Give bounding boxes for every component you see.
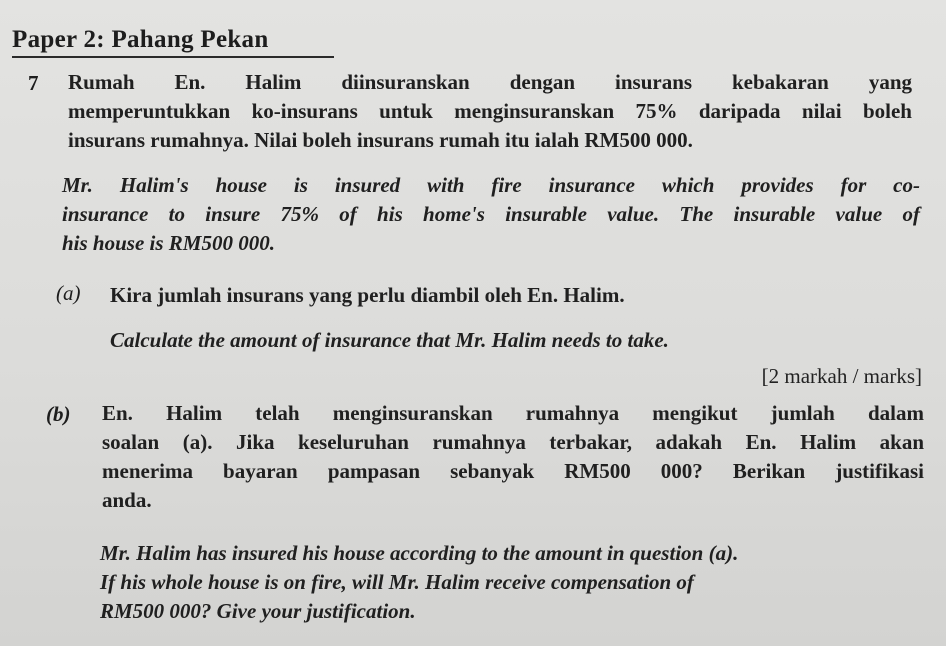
question-malay-line: insurans rumahnya. Nilai boleh insurans rumah itu ialah RM500 000. — [68, 128, 693, 152]
question-malay-line: Rumah En. Halim diinsuranskan dengan insurans kebakaran yang — [68, 70, 912, 94]
question-english-line: his house is RM500 000. — [62, 231, 275, 255]
part-b-english-line: RM500 000? Give your justification. — [100, 599, 416, 623]
part-b-malay-line: anda. — [102, 488, 152, 512]
part-b-english-line: Mr. Halim has insured his house according to the amount in question (a). — [100, 541, 739, 565]
part-b-malay-line: En. Halim telah menginsuranskan rumahnya mengikut jumlah dalam — [102, 401, 924, 425]
part-b-malay-line: soalan (a). Jika keseluruhan rumahnya terbakar, adakah En. Halim akan — [102, 430, 924, 454]
question-malay-text — [68, 68, 912, 155]
question-english-line: Mr. Halim's house is insured with fire insurance which provides for co- — [62, 173, 920, 197]
part-b-malay-text — [102, 399, 924, 515]
part-a-english-text: Calculate the amount of insurance that Mr. Halim needs to take. — [110, 328, 669, 352]
question-malay-line: memperuntukkan ko-insurans untuk menginsuranskan 75% daripada nilai boleh — [68, 99, 912, 123]
question-english-line: insurance to insure 75% of his home's insurable value. The insurable value of — [62, 202, 920, 226]
part-b-label: (b) — [46, 402, 71, 426]
question-number: 7 — [28, 71, 39, 95]
part-a-marks: [2 markah / marks] — [761, 364, 922, 388]
part-b-english-text — [100, 539, 924, 626]
paper-heading: Paper 2: Pahang Pekan — [12, 26, 269, 53]
heading-underline — [12, 56, 334, 58]
part-b-malay-line: menerima bayaran pampasan sebanyak RM500 000? Berikan justifikasi — [102, 459, 924, 483]
question-english-text — [62, 171, 920, 258]
part-a-malay-text: Kira jumlah insurans yang perlu diambil oleh En. Halim. — [110, 283, 625, 307]
part-b-english-line: If his whole house is on fire, will Mr. Halim receive compensation of — [100, 570, 694, 594]
part-a-label: (a) — [56, 281, 81, 305]
